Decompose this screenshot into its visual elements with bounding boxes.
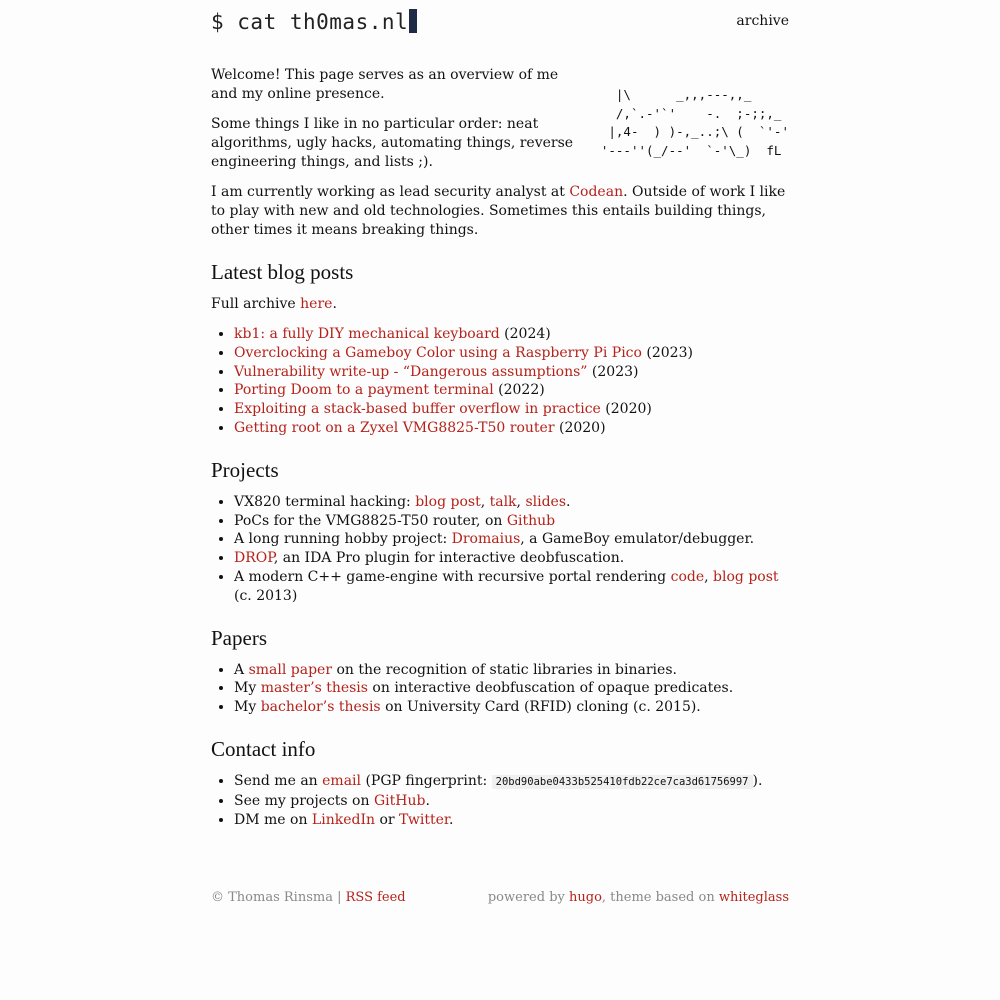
contact-text: (PGP fingerprint: (361, 772, 492, 789)
contact-text: . (449, 811, 454, 828)
blog-post-link[interactable]: Porting Doom to a payment terminal (234, 382, 494, 399)
work-text: I am currently working as lead security analyst at (211, 184, 570, 200)
ascii-cat-art: |\ _,,,---,,_ /,`.-'`' -. ;-;;,_ |,4- ) )-,_..;\ ( `'-' '---''(_/--' `-'\_) fL (600, 87, 789, 158)
twitter-link[interactable]: Twitter (399, 811, 450, 828)
list-item (234, 811, 789, 830)
separator: , (704, 568, 714, 585)
work-text-rest: . Outside of work I like to play with new and old technologies. Sometimes this entails building things, other times it means breaking things. (211, 184, 786, 238)
masters-thesis-link[interactable]: master’s thesis (260, 680, 368, 697)
github-link[interactable]: GitHub (373, 792, 426, 809)
list-item (234, 792, 789, 811)
terminal-cursor-icon (409, 9, 417, 33)
archive-text: Full archive (211, 296, 301, 312)
paper-text: My (234, 680, 261, 697)
contact-text: . (425, 792, 430, 809)
pgp-fingerprint: 20bd90abe0433b525410fdb22ce7ca3d61756997 (492, 775, 753, 789)
blog-post-year: (2020) (554, 419, 606, 436)
blog-post-year: (2020) (600, 401, 652, 418)
papers-list (211, 661, 789, 717)
email-link[interactable]: email (322, 772, 362, 789)
site-header (211, 0, 789, 66)
project-text: A long running hobby project: (234, 531, 452, 548)
blog-post-link[interactable]: Overclocking a Gameboy Color using a Raspberry Pi Pico (234, 344, 642, 361)
engine-code-link[interactable]: code (670, 568, 705, 585)
blog-post-list (211, 325, 789, 438)
nav-archive-link[interactable]: archive (736, 13, 789, 29)
contact-text: Send me an (234, 772, 323, 789)
blog-post-link[interactable]: kb1: a fully DIY mechanical keyboard (234, 326, 500, 342)
contact-heading: Contact info (211, 736, 316, 761)
separator: , (480, 493, 490, 510)
site-title-text[interactable]: $ cat th0mas.nl (211, 10, 409, 34)
dromaius-link[interactable]: Dromaius (451, 531, 521, 548)
contact-text: DM me on (234, 811, 312, 828)
blog-post-year: (2023) (587, 363, 639, 380)
blog-heading: Latest blog posts (211, 260, 354, 284)
intro-paragraph-likes: Some things I like in no particular order: neat algorithms, ugly hacks, automating things, reverse engineering things, and lists ;). (211, 116, 574, 170)
list-item (234, 661, 789, 680)
projects-list (211, 493, 789, 606)
footer-left (211, 888, 406, 907)
project-text: , an IDA Pro plugin for interactive deobfuscation. (273, 550, 625, 567)
blog-post-year: (2023) (641, 344, 693, 361)
paper-text: on interactive deobfuscation of opaque predicates. (367, 680, 734, 697)
paper-text: on the recognition of static libraries in binaries. (332, 661, 677, 678)
contact-text: ). (752, 772, 763, 789)
project-text: (c. 2013) (234, 587, 298, 604)
list-item (234, 772, 789, 792)
projects-heading: Projects (211, 457, 279, 482)
paper-text: A (234, 661, 249, 678)
page-container (211, 0, 789, 908)
list-item (234, 568, 789, 606)
list-item (234, 325, 789, 344)
intro-paragraph-work (211, 183, 789, 240)
theme-text: , theme based on (601, 890, 719, 906)
whiteglass-link[interactable]: whiteglass (718, 890, 789, 906)
list-item (234, 679, 789, 698)
copyright-text: © Thomas Rinsma | (211, 890, 346, 906)
contact-list (211, 772, 789, 829)
separator: . (566, 493, 571, 510)
powered-by-text: powered by (487, 890, 569, 906)
router-github-link[interactable]: Github (506, 512, 556, 529)
codean-link[interactable]: Codean (569, 184, 624, 200)
blog-post-year: (2022) (493, 382, 545, 399)
blog-archive-link[interactable]: here (300, 296, 333, 312)
list-item (234, 530, 789, 549)
blog-post-year: (2024) (499, 326, 551, 342)
bachelors-thesis-link[interactable]: bachelor’s thesis (260, 699, 381, 716)
rss-feed-link[interactable]: RSS feed (345, 890, 406, 906)
paper-text: on University Card (RFID) cloning (c. 2015). (380, 699, 701, 716)
contact-text: or (375, 811, 400, 828)
list-item (234, 381, 789, 400)
list-item (234, 512, 789, 531)
site-footer (211, 888, 789, 908)
project-text: , a GameBoy emulator/debugger. (520, 531, 755, 548)
list-item (234, 400, 789, 419)
list-item (234, 344, 789, 363)
project-text: PoCs for the VMG8825-T50 router, on (234, 512, 507, 529)
engine-blog-post-link[interactable]: blog post (713, 568, 779, 585)
archive-period: . (332, 296, 337, 312)
blog-post-link[interactable]: Exploiting a stack-based buffer overflow in practice (234, 401, 601, 418)
blog-archive-line (211, 295, 789, 314)
hugo-link[interactable]: hugo (569, 890, 602, 906)
drop-link[interactable]: DROP (234, 550, 274, 567)
separator: , (516, 493, 526, 510)
list-item (234, 363, 789, 382)
intro-paragraph-welcome: Welcome! This page serves as an overview of me and my online presence. (211, 67, 559, 102)
blog-post-link[interactable]: Vulnerability write-up - “Dangerous assumptions” (234, 363, 588, 380)
vx820-talk-link[interactable]: talk (489, 493, 517, 510)
project-text: A modern C++ game-engine with recursive portal rendering (234, 568, 671, 585)
vx820-slides-link[interactable]: slides (525, 493, 567, 510)
list-item (234, 698, 789, 717)
blog-post-link[interactable]: Getting root on a Zyxel VMG8825-T50 router (234, 419, 555, 436)
linkedin-link[interactable]: LinkedIn (311, 811, 375, 828)
paper-text: My (234, 699, 261, 716)
list-item (234, 419, 789, 438)
project-text: VX820 terminal hacking: (234, 493, 416, 510)
small-paper-link[interactable]: small paper (248, 661, 333, 678)
papers-heading: Papers (211, 625, 267, 650)
vx820-blog-post-link[interactable]: blog post (415, 493, 481, 510)
list-item (234, 493, 789, 512)
list-item (234, 549, 789, 568)
contact-text: See my projects on (234, 792, 374, 809)
site-title[interactable] (211, 8, 417, 36)
footer-right (488, 888, 789, 907)
